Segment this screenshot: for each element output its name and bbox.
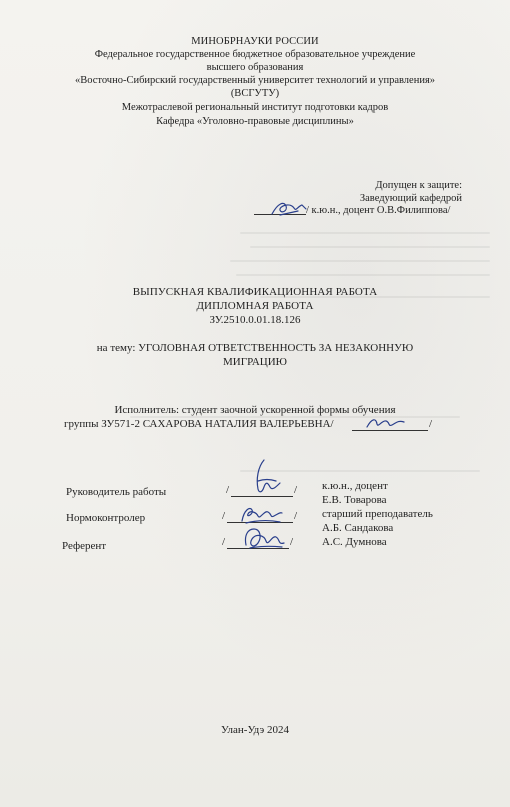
norm-controller-signature-start: / [222,510,226,522]
supervisor-signature-end: / [294,484,298,496]
norm-controller-name: А.Б. Сандакова [322,522,394,534]
show-through-mark [250,246,490,248]
work-topic-line-2: МИГРАЦИЮ [223,356,287,368]
supervisor-signature [244,457,288,497]
head-of-department-title: Заведующий кафедрой [359,193,462,204]
admitted-label: Допущен к защите: [375,180,462,191]
show-through-mark [230,260,490,262]
author-line-2: группы ЗУ571-2 САХАРОВА НАТАЛИЯ ВАЛЕРЬЕВНА/ [64,418,334,430]
supervisor-signature-start: / [226,484,230,496]
ministry-name: МИНОБРНАУКИ РОССИИ [191,36,319,47]
norm-controller-signature-end: / [294,510,298,522]
head-signature [268,197,310,219]
referee-name: А.С. Думнова [322,536,387,548]
author-signature [364,414,408,432]
referee-signature [238,523,288,553]
city-year: Улан-Удэ 2024 [220,724,290,736]
supervisor-degree: к.ю.н., доцент [322,480,388,492]
author-signature-end: / [429,418,433,430]
institution-line-2: высшего образования [206,62,304,73]
institute-name: Межотраслевой региональный институт подготовки кадров [121,102,389,113]
university-short-name: (ВСГУТУ) [230,88,280,99]
work-topic-line-1: на тему: УГОЛОВНАЯ ОТВЕТСТВЕННОСТЬ ЗА НЕЗАКОННУЮ [96,342,414,354]
author-line-1: Исполнитель: студент заочной ускоренной формы обучения [114,404,396,416]
university-full-name: «Восточно-Сибирский государственный университет технологий и управления» [74,75,436,86]
referee-signature-end: / [290,536,294,548]
work-subtype: ДИПЛОМНАЯ РАБОТА [196,300,314,312]
show-through-mark [240,232,490,234]
norm-controller-degree: старший преподаватель [322,508,433,520]
supervisor-role: Руководитель работы [66,486,167,498]
work-code: ЗУ.2510.0.01.18.126 [209,314,301,326]
supervisor-name: Е.В. Товарова [322,494,387,506]
referee-role: Референт [62,540,107,552]
work-type: ВЫПУСКНАЯ КВАЛИФИКАЦИОННАЯ РАБОТА [132,286,378,298]
department-name: Кафедра «Уголовно-правовые дисциплины» [156,116,354,127]
show-through-mark [236,274,490,276]
head-name: / к.ю.н., доцент О.В.Филиппова/ [306,205,451,216]
referee-signature-start: / [222,536,226,548]
norm-controller-role: Нормоконтролер [66,512,146,524]
institution-line-1: Федеральное государственное бюджетное образовательное учреждение [94,49,416,60]
